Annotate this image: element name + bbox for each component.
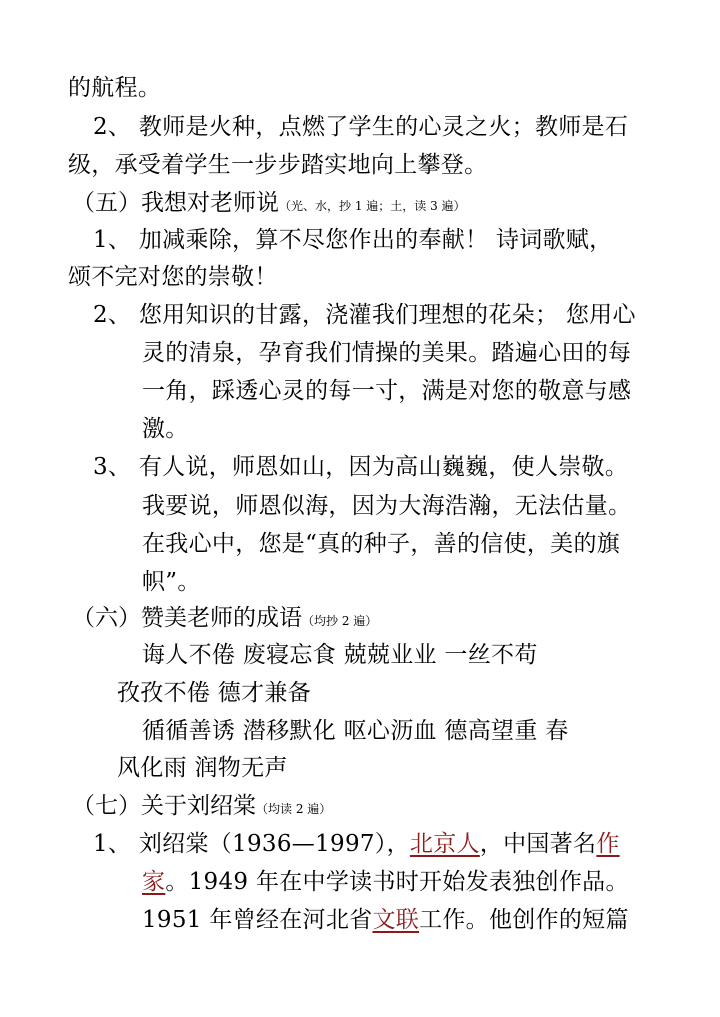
section-title: （六）赞美老师的成语 bbox=[72, 605, 302, 631]
text-line: 帜”。 bbox=[142, 569, 201, 595]
idiom-line: 诲人不倦 废寝忘食 兢兢业业 一丝不苟 bbox=[142, 642, 538, 668]
text-line: 我要说，师恩似海，因为大海浩瀚，无法估量。 bbox=[142, 493, 632, 519]
text-segment: ，中国著名 bbox=[479, 831, 597, 857]
link-beijing[interactable]: 北京人 bbox=[409, 831, 480, 857]
section-note: （光、水，抄 1 遍；土，读 3 遍） bbox=[279, 199, 466, 213]
text-line: 激。 bbox=[142, 416, 189, 442]
section-title: （七）关于刘绍棠 bbox=[72, 793, 256, 819]
text-line: 3、 有人说，师恩如山，因为高山巍巍，使人崇敬。 bbox=[93, 454, 629, 480]
text-line: 颂不完对您的崇敬！ bbox=[68, 264, 278, 290]
section-heading-7 bbox=[72, 788, 331, 824]
text-line: 灵的清泉，孕育我们情操的美果。踏遍心田的每 bbox=[142, 340, 632, 366]
text-line bbox=[142, 864, 629, 900]
text-line: 1、 加减乘除，算不尽您作出的奉献！ 诗词歌赋， bbox=[93, 227, 613, 253]
text-line: 2、 教师是火种，点燃了学生的心灵之火；教师是石 bbox=[93, 114, 629, 140]
section-heading-6 bbox=[72, 600, 377, 636]
link-federation[interactable]: 文联 bbox=[372, 907, 420, 933]
text-line: 的航程。 bbox=[68, 75, 162, 101]
text-line: 在我心中，您是“真的种子，善的信使，美的旗 bbox=[142, 531, 621, 557]
text-line bbox=[142, 902, 629, 938]
text-segment: 工作。他创作的短篇 bbox=[419, 907, 629, 933]
idiom-line: 孜孜不倦 德才兼备 bbox=[117, 680, 312, 706]
section-heading-5 bbox=[72, 185, 466, 221]
text-segment: 1、 刘绍棠（1936—1997）， bbox=[93, 831, 410, 857]
text-segment: 。1949 年在中学读书时开始发表独创作品。 bbox=[165, 869, 629, 895]
section-note: （均抄 2 遍） bbox=[302, 614, 378, 628]
text-line bbox=[93, 826, 620, 862]
text-line: 一角，踩透心灵的每一寸，满是对您的敬意与感 bbox=[142, 378, 632, 404]
link-writer-cont[interactable]: 家 bbox=[142, 869, 166, 895]
idiom-line: 风化雨 润物无声 bbox=[117, 755, 288, 781]
text-line: 级，承受着学生一步步踏实地向上攀登。 bbox=[68, 152, 488, 178]
link-writer[interactable]: 作 bbox=[596, 831, 620, 857]
idiom-line: 循循善诱 潜移默化 呕心沥血 德高望重 春 bbox=[142, 718, 569, 744]
section-note: （均读 2 遍） bbox=[256, 802, 332, 816]
text-line: 2、 您用知识的甘露，浇灌我们理想的花朵； 您用心 bbox=[93, 302, 636, 328]
section-title: （五）我想对老师说 bbox=[72, 190, 279, 216]
text-segment: 1951 年曾经在河北省 bbox=[142, 907, 373, 933]
